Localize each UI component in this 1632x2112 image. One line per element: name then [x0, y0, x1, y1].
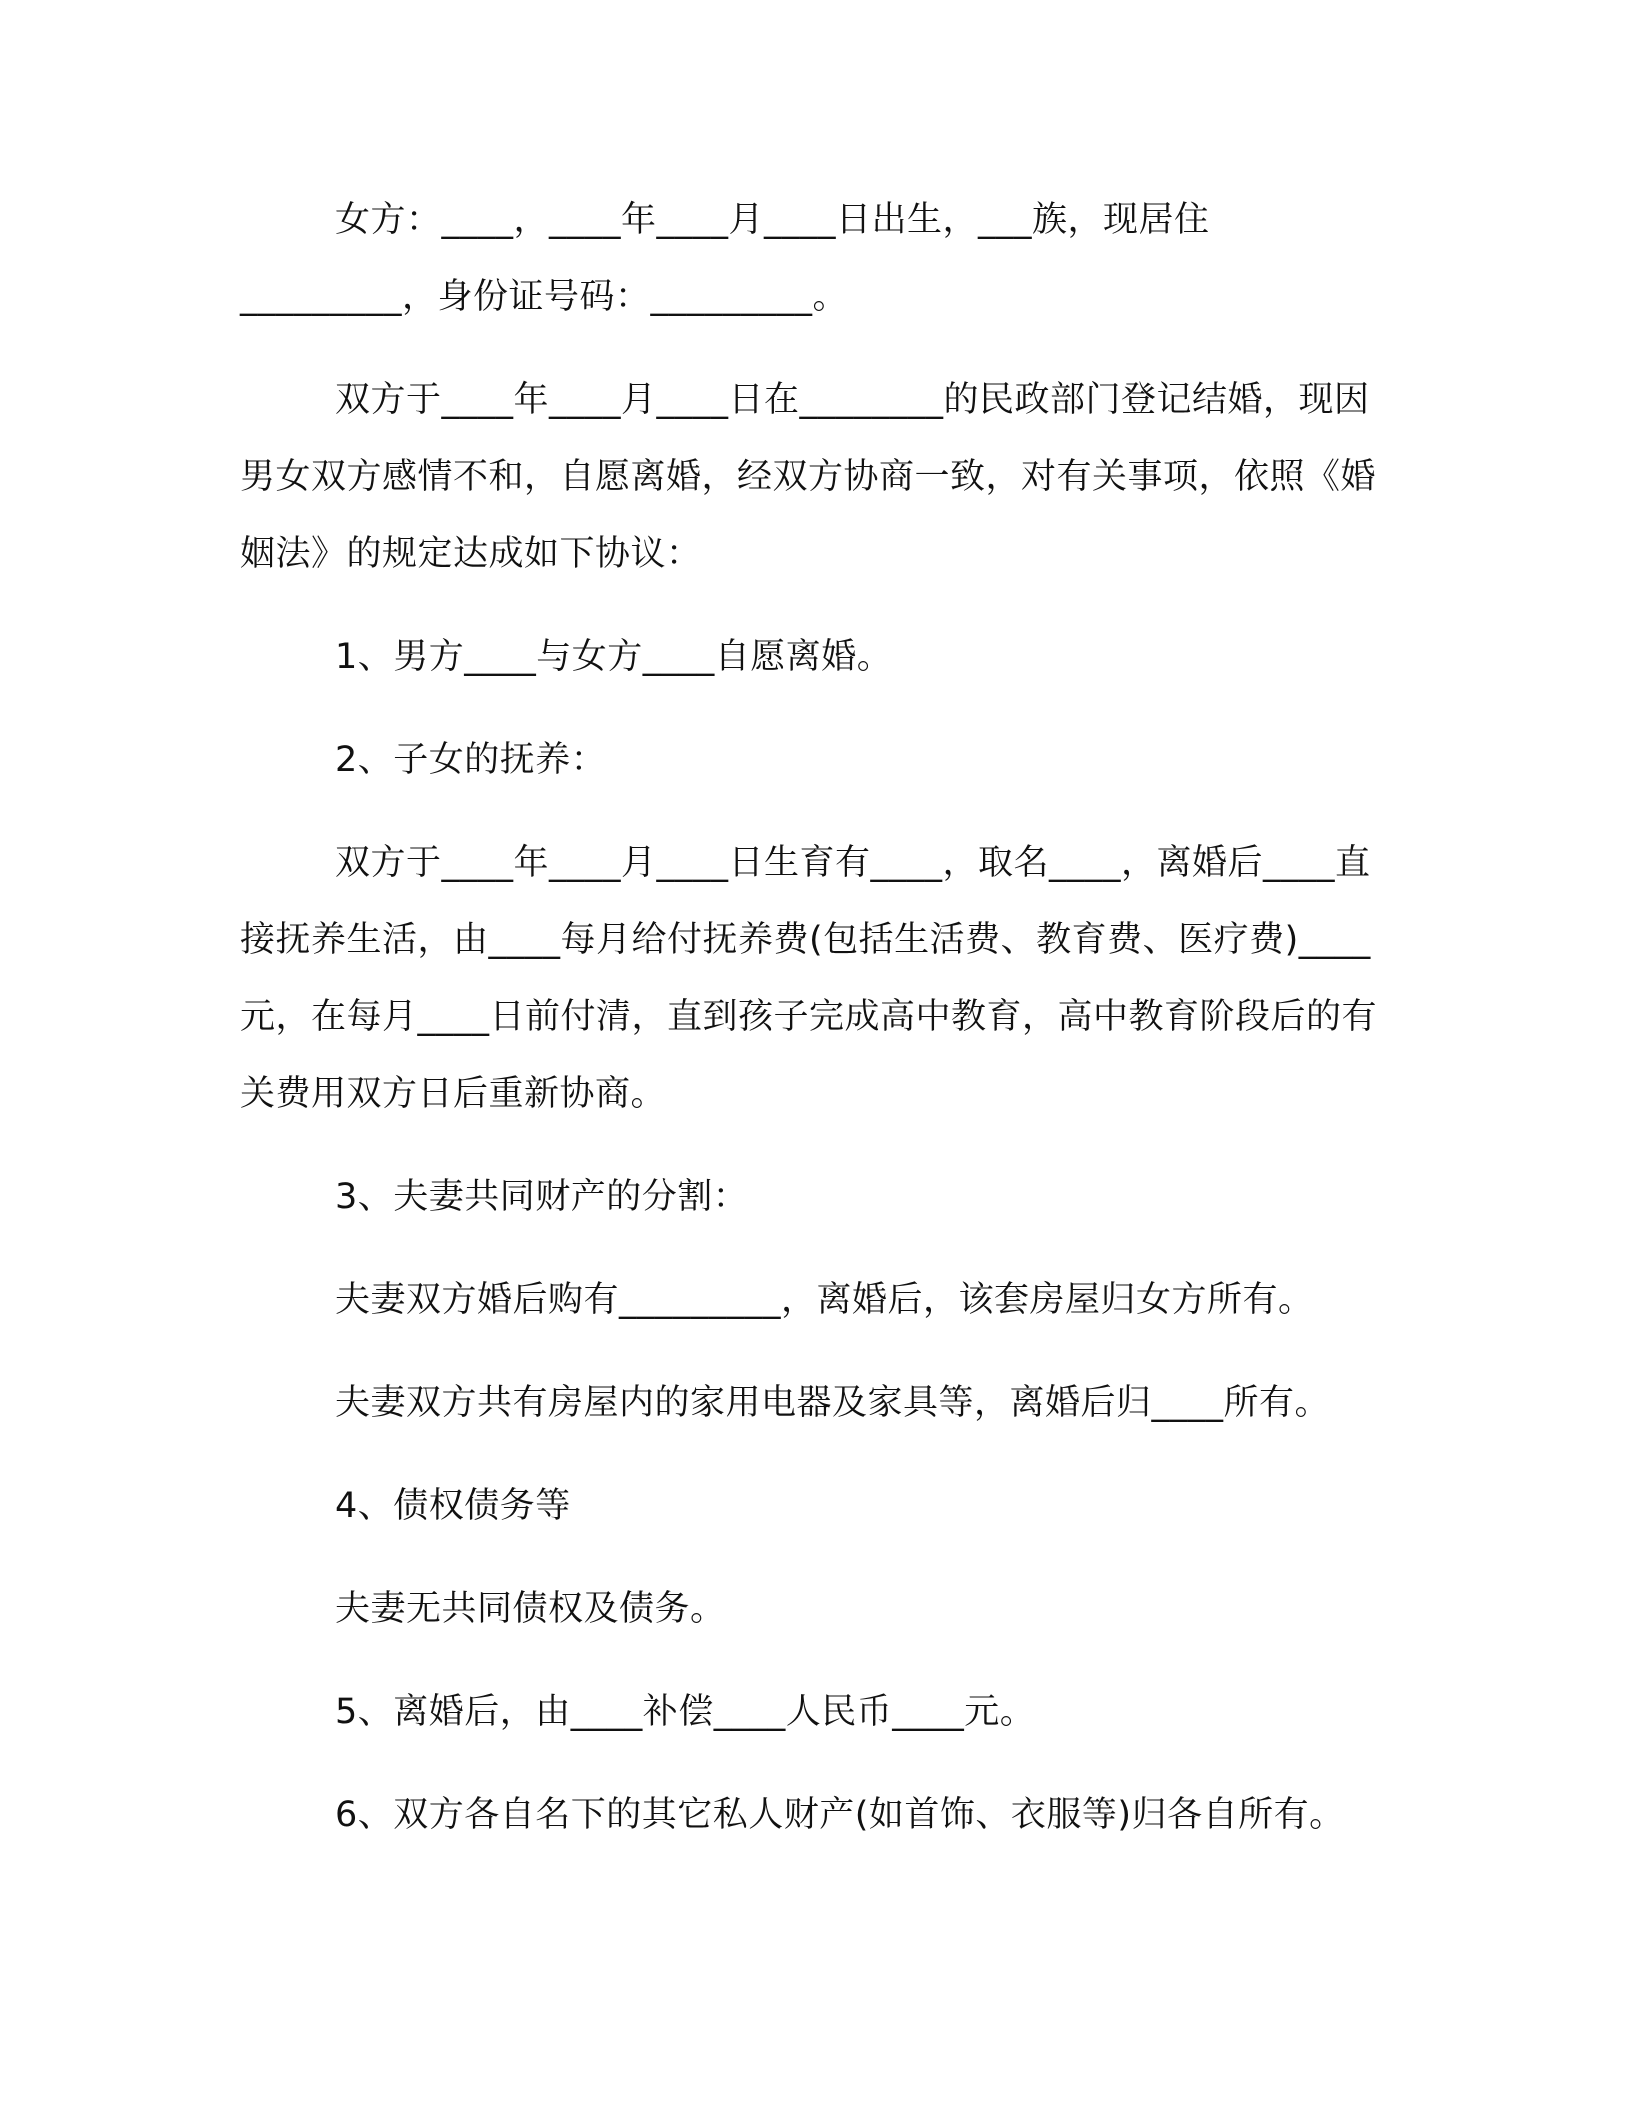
document-body [240, 182, 1392, 1880]
paragraph-child-support: 双方于____年____月____日生育有____，取名____，离婚后____直接抚养生活，由____每月给付抚养费(包括生活费、教育费、医疗费)____元，在每月____日前付清，直到孩子完成高中教育，高中教育阶段后的有关费用双方日后重新协商。 [240, 843, 1378, 1114]
clause-5-compensation: 5、离婚后，由____补偿____人民币____元。 [335, 1692, 1036, 1732]
paragraph-female-party-info: 女方：____，____年____月____日出生，___族，现居住_________，身份证号码：_________。 [240, 200, 1210, 317]
paragraph-marriage-registration: 双方于____年____月____日在________的民政部门登记结婚，现因男女双方感情不和，自愿离婚，经双方协商一致，对有关事项，依照《婚姻法》的规定达成如下协议： [240, 380, 1377, 574]
paragraph-household-items: 夫妻双方共有房屋内的家用电器及家具等，离婚后归____所有。 [335, 1383, 1331, 1423]
paragraph-house-division: 夫妻双方婚后购有_________，离婚后，该套房屋归女方所有。 [335, 1280, 1314, 1320]
clause-1-divorce: 1、男方____与女方____自愿离婚。 [335, 637, 893, 677]
clause-4-heading: 4、债权债务等 [335, 1486, 571, 1526]
paragraph-no-debts: 夫妻无共同债权及债务。 [335, 1589, 726, 1629]
clause-3-heading: 3、夫妻共同财产的分割： [335, 1177, 749, 1217]
clause-2-heading: 2、子女的抚养： [335, 740, 607, 780]
clause-6-private-property: 6、双方各自名下的其它私人财产(如首饰、衣服等)归各自所有。 [335, 1795, 1345, 1835]
